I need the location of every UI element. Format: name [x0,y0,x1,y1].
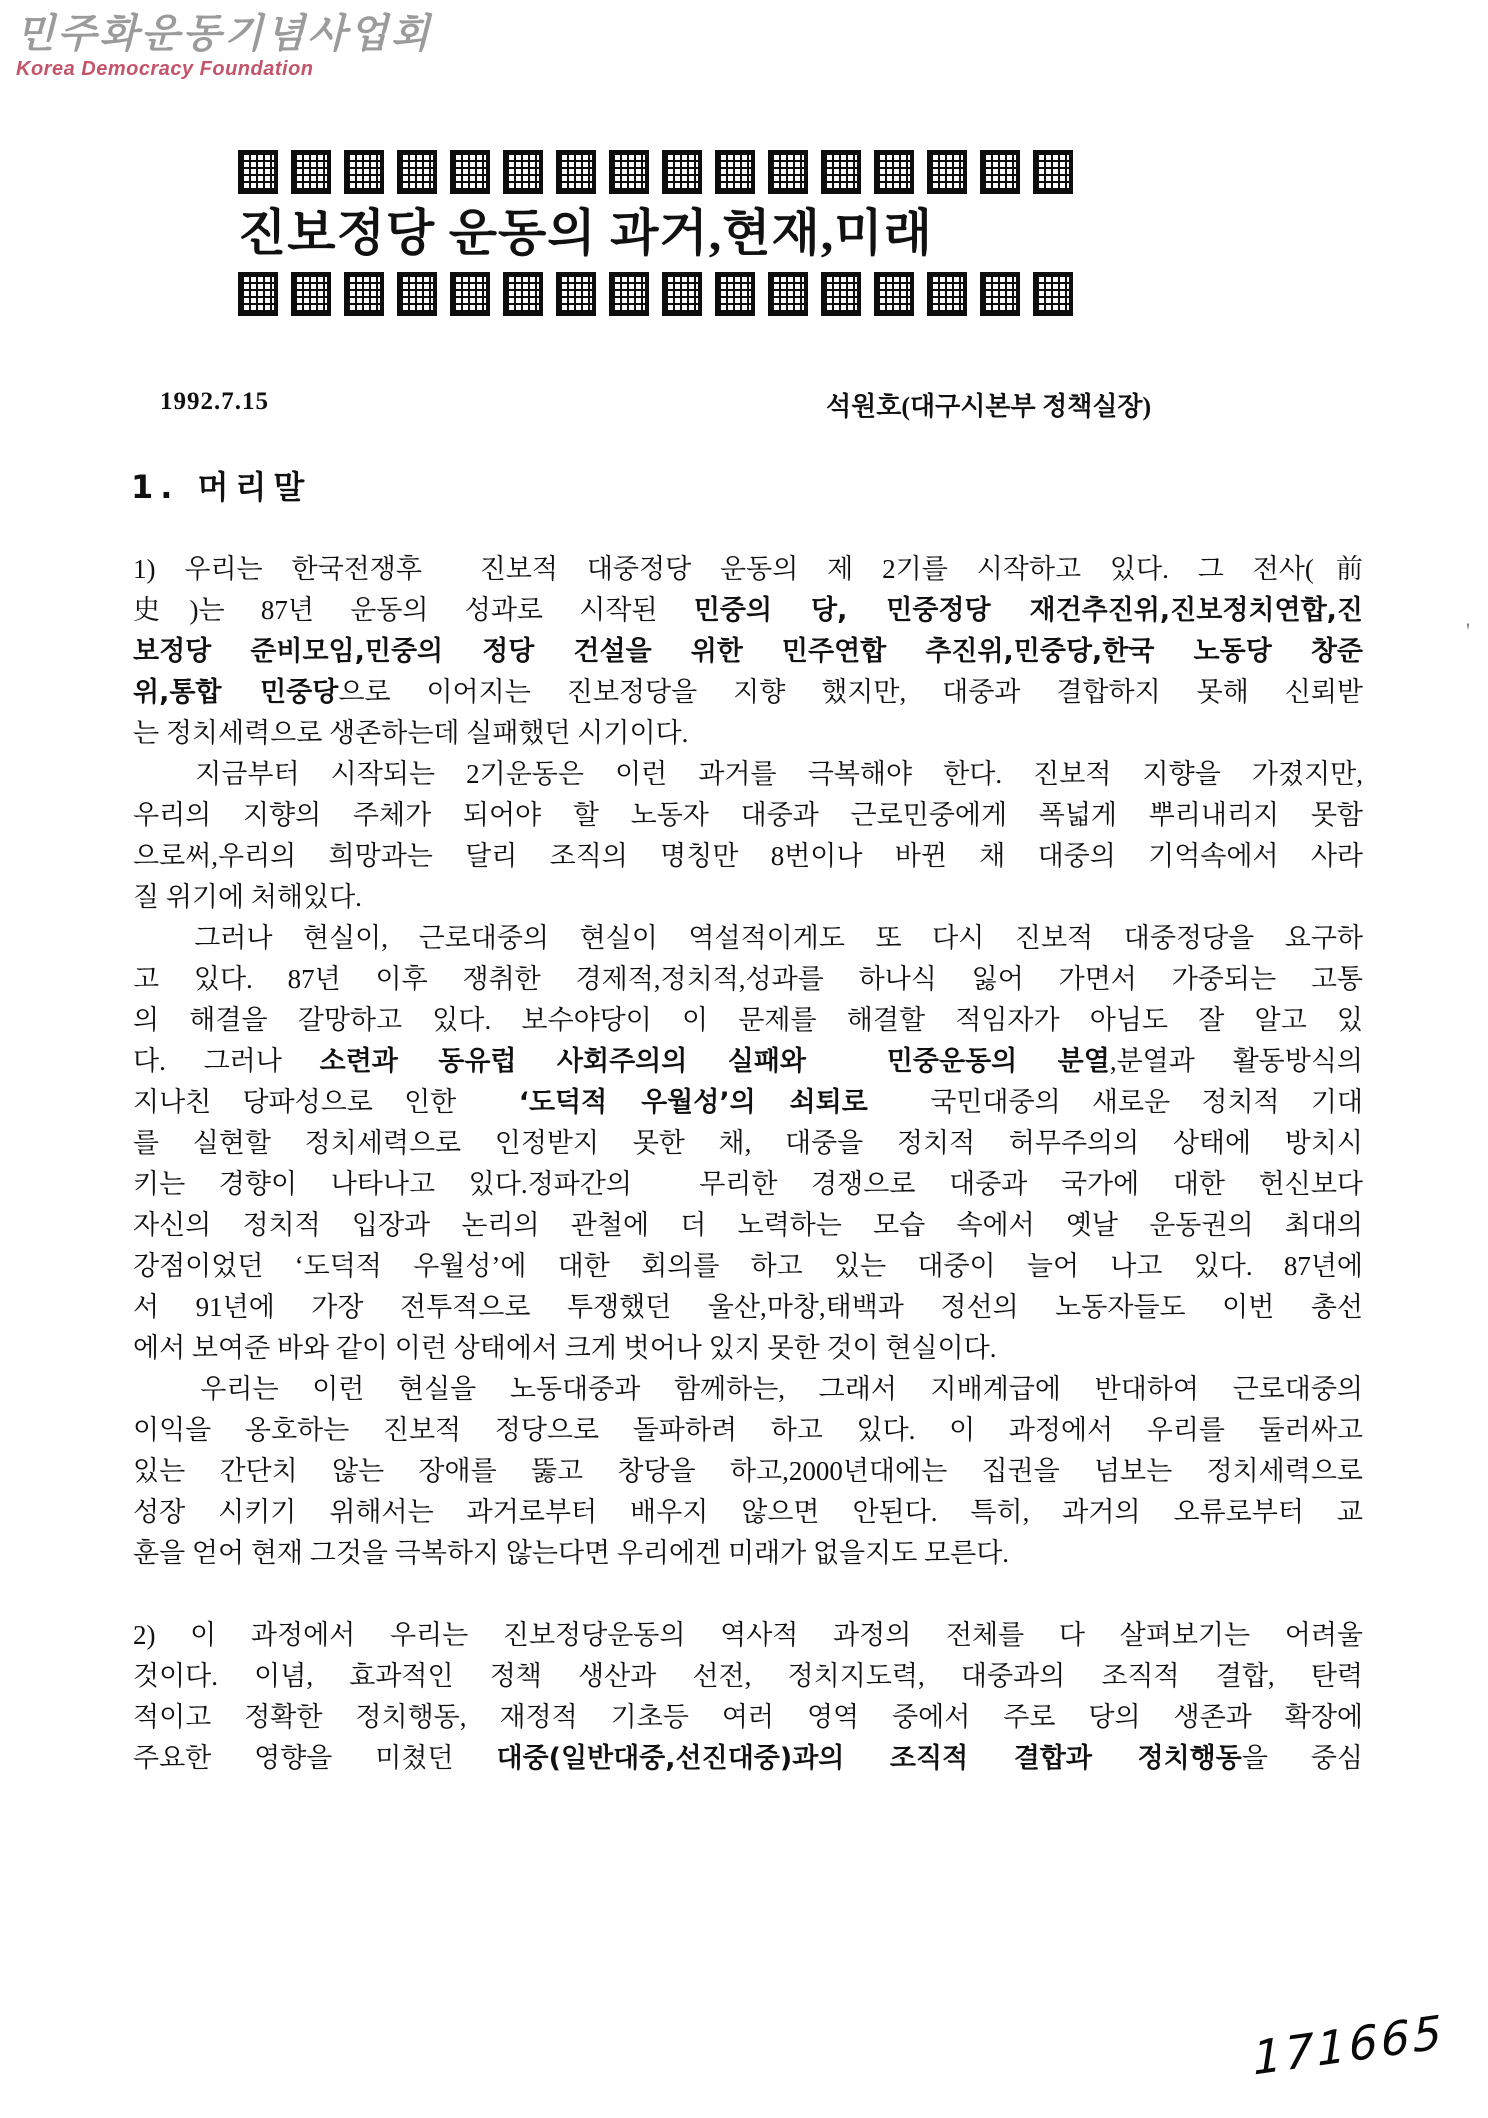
ornament-row-bottom [238,272,1098,316]
body-line [133,672,1363,713]
body-line [133,877,1363,918]
body-text: 적이고 정확한 정치행동, 재정적 기초등 여러 영역 중에서 주로 당의 생존과 확장에 [133,1702,1363,1732]
body-text: 지금부터 시작되는 2기운동은 이런 과거를 극복해야 한다. 진보적 지향을 가졌지만, [133,759,1363,789]
body-line [133,754,1363,795]
grid-square-ornament-icon [715,150,755,194]
body-text: 는 정치세력으로 생존하는데 실패했던 시기이다. [133,718,689,748]
paragraph [133,1369,1363,1574]
body-text: 그러나 현실이, 근로대중의 현실이 역설적이게도 또 다시 진보적 대중정당을 요구하 [133,923,1364,953]
body-text: 키는 경향이 나타나고 있다.정파간의 무리한 경쟁으로 대중과 국가에 대한 헌신보다 [133,1169,1363,1199]
body-line [133,590,1363,631]
grid-square-ornament-icon [450,150,490,194]
body-text: 국민대중의 새로운 정치적 기대 [867,1087,1363,1117]
grid-square-ornament-icon [397,150,437,194]
body-line [133,1328,1363,1369]
body-text: 자신의 정치적 입장과 논리의 관철에 더 노력하는 모습 속에서 옛날 운동권의 최대의 [133,1210,1363,1240]
body-text: 으로 이어지는 진보정당을 지향 했지만, 대중과 결합하지 못해 신뢰받 [338,677,1364,707]
body-line [133,1410,1363,1451]
body-text: 이익을 옹호하는 진보적 정당으로 돌파하려 하고 있다. 이 과정에서 우리를 둘러싸고 [133,1415,1363,1445]
paragraph [133,1615,1363,1779]
body-text: 질 위기에 처해있다. [133,882,362,912]
emphasis-text: 민중의 당, 민중정당 재건추진위,진보정치연합,진 [693,595,1364,626]
ornament-row-top [238,150,1098,194]
emphasis-text: ‘도덕적 우월성’의 쇠퇴로 [518,1087,868,1118]
body-text: 史)는 87년 운동의 성과로 시작된 [133,595,694,625]
body-text: 를 실현할 정치세력으로 인정받지 못한 채, 대중을 정치적 허무주의의 상태에 방치시 [133,1128,1363,1158]
grid-square-ornament-icon [1033,272,1073,316]
body-line [133,918,1363,959]
section-heading: 1. 머리말 [131,468,312,506]
body-text: 우리는 이런 현실을 노동대중과 함께하는, 그래서 지배계급에 반대하여 근로대중의 [133,1374,1363,1404]
body-line [133,1533,1363,1574]
body-line [133,1287,1363,1328]
grid-square-ornament-icon [291,272,331,316]
grid-square-ornament-icon [238,272,278,316]
grid-square-ornament-icon [291,150,331,194]
body-text: 을 중심 [1241,1743,1363,1773]
emphasis-text: 위,통합 민중당 [133,677,339,708]
body-line [133,1246,1363,1287]
grid-square-ornament-icon [556,272,596,316]
grid-square-ornament-icon [715,272,755,316]
body-text: 강점이었던 ‘도덕적 우월성’에 대한 회의를 하고 있는 대중이 늘어 나고 있다. 87년에 [133,1251,1363,1281]
body-text: 지나친 당파성으로 인한 [133,1087,519,1117]
grid-square-ornament-icon [874,272,914,316]
body-line [133,631,1363,672]
document-body [133,549,1363,1779]
body-text: 우리의 지향의 주체가 되어야 할 노동자 대중과 근로민중에게 폭넓게 뿌리내리지 못함 [133,800,1363,830]
body-text: 훈을 얻어 현재 그것을 극복하지 않는다면 우리에겐 미래가 없을지도 모른다. [133,1538,1010,1568]
body-text: 있는 간단치 않는 장애를 뚫고 창당을 하고,2000년대에는 집권을 넘보는 정치세력으로 [133,1456,1363,1486]
body-text: 에서 보여준 바와 같이 이런 상태에서 크게 벗어나 있지 못한 것이 현실이다. [133,1333,997,1363]
body-line [133,1205,1363,1246]
body-line [133,1697,1363,1738]
body-line [133,1082,1363,1123]
stray-scan-mark: ' [1466,618,1470,643]
body-line [133,959,1363,1000]
logo-english-tagline: Korea Democracy Foundation [16,58,314,80]
grid-square-ornament-icon [874,150,914,194]
grid-square-ornament-icon [238,150,278,194]
body-line [133,1000,1363,1041]
grid-square-ornament-icon [609,150,649,194]
grid-square-ornament-icon [768,272,808,316]
grid-square-ornament-icon [556,150,596,194]
document-author: 석원호(대구시본부 정책실장) [826,392,1152,421]
handwritten-number: 171665 [1251,2004,1446,2086]
body-text: 다. 그러나 [133,1046,320,1076]
body-text: 것이다. 이념, 효과적인 정책 생산과 선전, 정치지도력, 대중과의 조직적 결합, 탄력 [133,1661,1363,1691]
grid-square-ornament-icon [503,150,543,194]
grid-square-ornament-icon [821,272,861,316]
grid-square-ornament-icon [397,272,437,316]
grid-square-ornament-icon [927,150,967,194]
grid-square-ornament-icon [662,272,702,316]
body-text: ,분열과 활동방식의 [1109,1046,1363,1076]
body-text: 주요한 영향을 미쳤던 [133,1743,497,1773]
body-line [133,795,1363,836]
document-title: 진보정당 운동의 과거,현재,미래 [238,205,933,261]
emphasis-text: 대중(일반대중,선진대중)과의 조직적 결합과 정치행동 [496,1743,1242,1774]
body-line [133,1041,1363,1082]
body-text: 2) 이 과정에서 우리는 진보정당운동의 역사적 과정의 전체를 다 살펴보기는 어려울 [133,1620,1363,1650]
grid-square-ornament-icon [344,272,384,316]
grid-square-ornament-icon [450,272,490,316]
body-line [133,1738,1363,1779]
grid-square-ornament-icon [662,150,702,194]
logo [16,11,433,81]
document-date: 1992.7.15 [160,388,269,415]
emphasis-text: 보정당 준비모임,민중의 정당 건설을 위한 민주연합 추진위,민중당,한국 노동당 창준 [133,636,1363,667]
body-line [133,549,1363,590]
paragraph [133,918,1363,1369]
body-line [133,1492,1363,1533]
grid-square-ornament-icon [768,150,808,194]
body-text: 의 해결을 갈망하고 있다. 보수야당이 이 문제를 해결할 적임자가 아님도 잘 알고 있 [133,1005,1363,1035]
grid-square-ornament-icon [1033,150,1073,194]
body-text: 으로써,우리의 희망과는 달리 조직의 명칭만 8번이나 바뀐 채 대중의 기억속에서 사라 [133,841,1363,871]
body-text: 성장 시키기 위해서는 과거로부터 배우지 않으면 안된다. 특히, 과거의 오류로부터 교 [133,1497,1363,1527]
body-text: 고 있다. 87년 이후 쟁취한 경제적,정치적,성과를 하나식 잃어 가면서 가중되는 고통 [133,964,1363,994]
grid-square-ornament-icon [609,272,649,316]
body-line [133,1164,1363,1205]
body-line [133,1656,1363,1697]
body-text: 1) 우리는 한국전쟁후 진보적 대중정당 운동의 제 2기를 시작하고 있다. 그 전사(前 [133,554,1363,584]
grid-square-ornament-icon [344,150,384,194]
logo-korean-calligraphy: 민주화운동기념사업회 [16,11,433,57]
grid-square-ornament-icon [980,150,1020,194]
grid-square-ornament-icon [821,150,861,194]
body-line [133,1123,1363,1164]
emphasis-text: 소련과 동유럽 사회주의의 실패와 민중운동의 분열 [319,1046,1110,1077]
grid-square-ornament-icon [927,272,967,316]
body-line [133,713,1363,754]
body-line [133,1451,1363,1492]
grid-square-ornament-icon [980,272,1020,316]
body-line [133,1615,1363,1656]
body-line [133,836,1363,877]
title-block [238,150,1098,316]
paragraph [133,754,1363,918]
body-text: 서 91년에 가장 전투적으로 투쟁했던 울산,마창,태백과 정선의 노동자들도 이번 총선 [133,1292,1363,1322]
paragraph [133,549,1363,754]
body-line [133,1369,1363,1410]
grid-square-ornament-icon [503,272,543,316]
